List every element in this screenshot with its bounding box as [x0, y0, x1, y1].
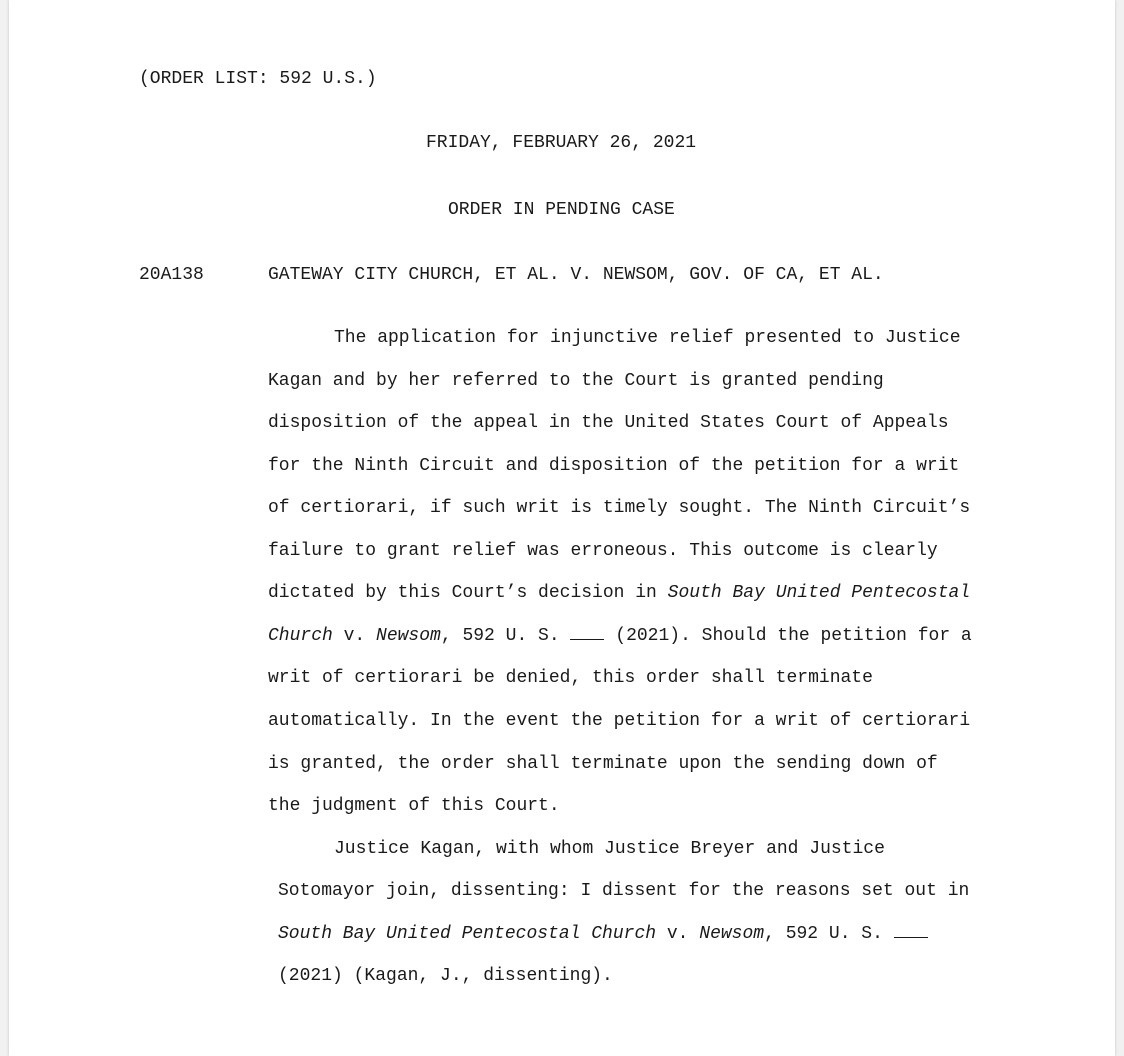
page-blank-line	[894, 925, 928, 938]
order-date: FRIDAY, FEBRUARY 26, 2021	[426, 133, 697, 153]
dissent-line-text: v.	[656, 924, 700, 944]
dissent-line: Justice Kagan, with whom Justice Breyer and Justice	[334, 839, 885, 859]
order-line: the judgment of this Court.	[268, 796, 560, 816]
dissent-line	[278, 923, 928, 945]
case-citation-italic: Newsom	[699, 924, 765, 944]
order-line: is granted, the order shall terminate upon the sending down of	[268, 754, 938, 774]
order-line-text: v.	[332, 626, 377, 646]
order-line: Kagan and by her referred to the Court is granted pending	[268, 371, 884, 391]
order-line: writ of certiorari be denied, this order shall terminate	[268, 668, 873, 688]
order-line	[268, 625, 972, 647]
case-citation-italic: Church	[268, 626, 333, 646]
document-page	[9, 0, 1115, 1056]
dissent-line: Sotomayor join, dissenting: I dissent for the reasons set out in	[278, 881, 970, 901]
section-title: ORDER IN PENDING CASE	[448, 200, 675, 220]
order-line-text: , 592 U. S.	[440, 626, 571, 646]
order-line: The application for injunctive relief presented to Justice	[334, 328, 961, 348]
dissent-line: (2021) (Kagan, J., dissenting).	[278, 966, 613, 986]
case-caption: GATEWAY CITY CHURCH, ET AL. V. NEWSOM, GOV. OF CA, ET AL.	[268, 265, 884, 285]
page-blank-line	[570, 627, 604, 640]
order-line: disposition of the appeal in the United States Court of Appeals	[268, 413, 949, 433]
order-list-header: (ORDER LIST: 592 U.S.)	[139, 69, 377, 89]
order-line-text: dictated by this Court’s decision in	[268, 583, 668, 603]
case-citation-italic: South Bay United Pentecostal	[667, 583, 971, 603]
case-number: 20A138	[139, 265, 204, 285]
order-line: for the Ninth Circuit and disposition of the petition for a writ	[268, 456, 960, 476]
order-line: failure to grant relief was erroneous. This outcome is clearly	[268, 541, 938, 561]
order-line: automatically. In the event the petition for a writ of certiorari	[268, 711, 971, 731]
case-citation-italic: South Bay United Pentecostal Church	[278, 924, 657, 944]
dissent-line-text: , 592 U. S.	[764, 924, 894, 944]
case-citation-italic: Newsom	[376, 626, 441, 646]
order-line-text: (2021). Should the petition for a	[604, 626, 972, 646]
order-line: of certiorari, if such writ is timely sought. The Ninth Circuit’s	[268, 498, 971, 518]
order-line	[268, 582, 970, 604]
